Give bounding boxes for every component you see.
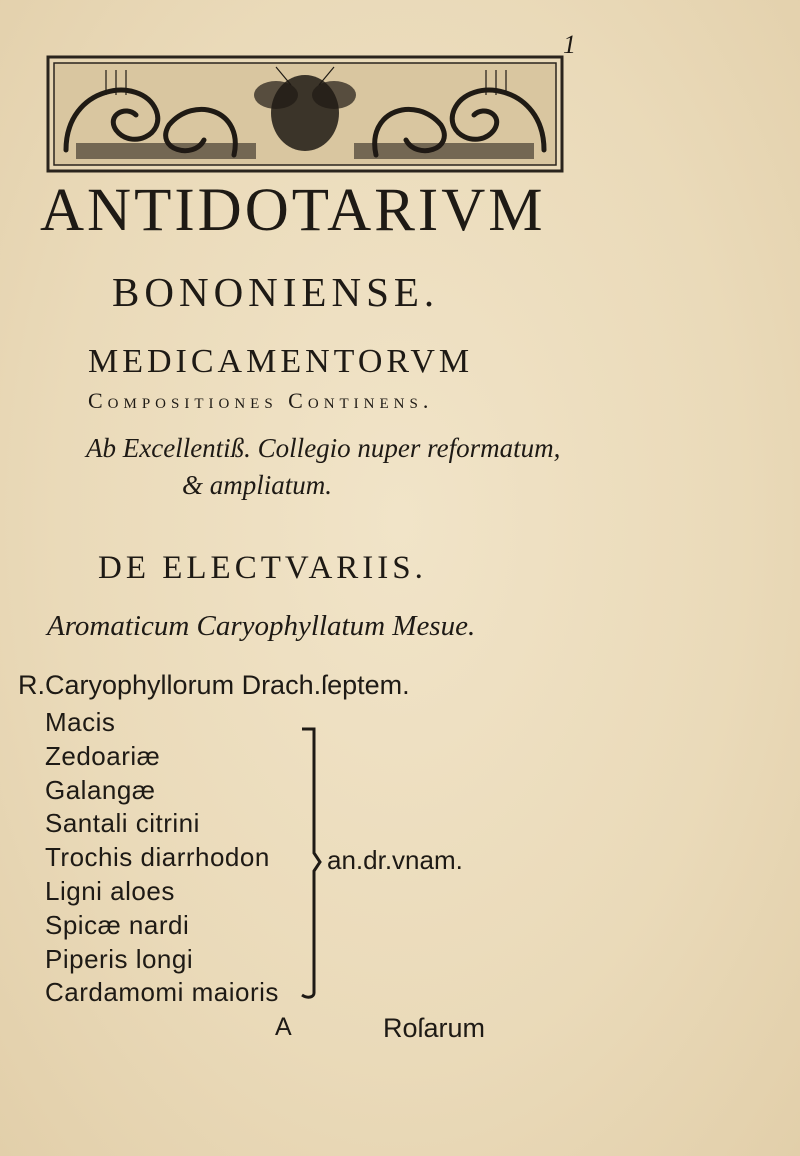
woodcut-scroll-ornament-icon [46,55,564,173]
ingredient-item: Piperis longi [45,943,194,974]
title-line-medicamentorum: MEDICAMENTORVM [88,343,474,380]
first-ingredient: R.Caryophyllorum Drach.ſeptem. [18,670,410,700]
ingredient-item: Macis [45,707,116,737]
ingredient-item: Ligni aloes [45,875,175,906]
ingredient-item: Trochis diarrhodon [45,842,270,873]
book-title: ANTIDOTARIVM [40,177,546,244]
title-line-excellentiss: Ab Excellentiß. Collegio nuper reformatum, [86,433,561,463]
book-subtitle: BONONIENSE. [112,269,440,315]
ingredient-item: Cardamomi maioris [45,977,279,1008]
curly-brace-icon [290,725,326,1000]
title-line-ampliatum: & ampliatum. [182,470,333,500]
section-heading: DE ELECTVARIIS. [98,550,427,586]
ingredient-item: Santali citrini [45,808,200,839]
catchword: Roſarum [383,1013,486,1043]
page-number: 1 [563,30,576,59]
ingredient-item: Zedoariæ [45,740,161,771]
ingredient-list [45,706,279,1010]
dosage-quantity: an.dr.vnam. [327,845,463,875]
signature-mark: A [275,1013,292,1041]
recipe-title: Aromaticum Caryophyllatum Mesue. [47,610,476,642]
ingredient-item: Galangæ [45,774,156,805]
title-line-compositiones: Compositiones Continens. [88,388,434,413]
ingredient-item: Spicæ nardi [45,909,190,940]
